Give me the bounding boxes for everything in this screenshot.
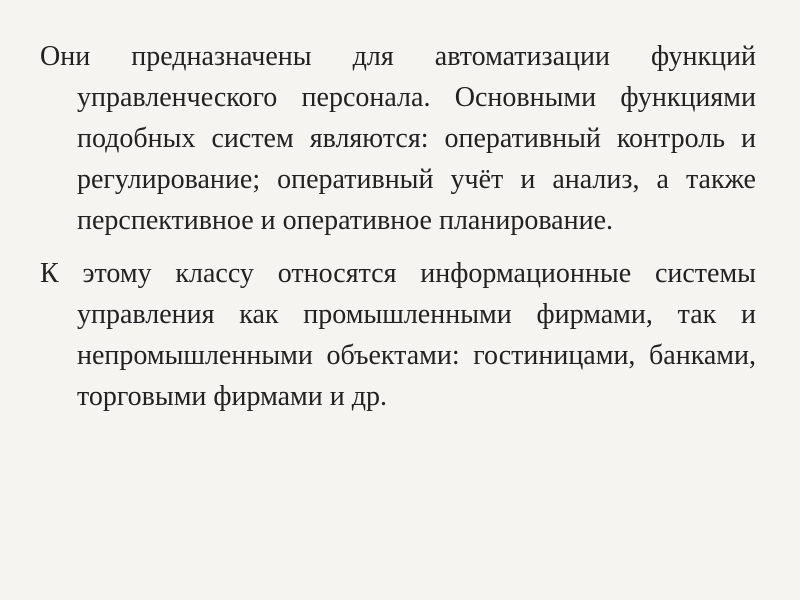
paragraph-class-scope: К этому классу относятся информационные системы управления как промышленными фирмами, так и непромышленными объектами: гостиницами, банками, торговыми фирмами и др.: [40, 258, 756, 412]
paragraph-functions: Они предназначены для автоматизации функций управленческого персонала. Основными функциями подобных систем являются: оперативный контроль и регулирование; оперативный учёт и анализ, а также перспективное и оперативное планирование.: [40, 41, 756, 236]
slide-body: [40, 36, 756, 429]
